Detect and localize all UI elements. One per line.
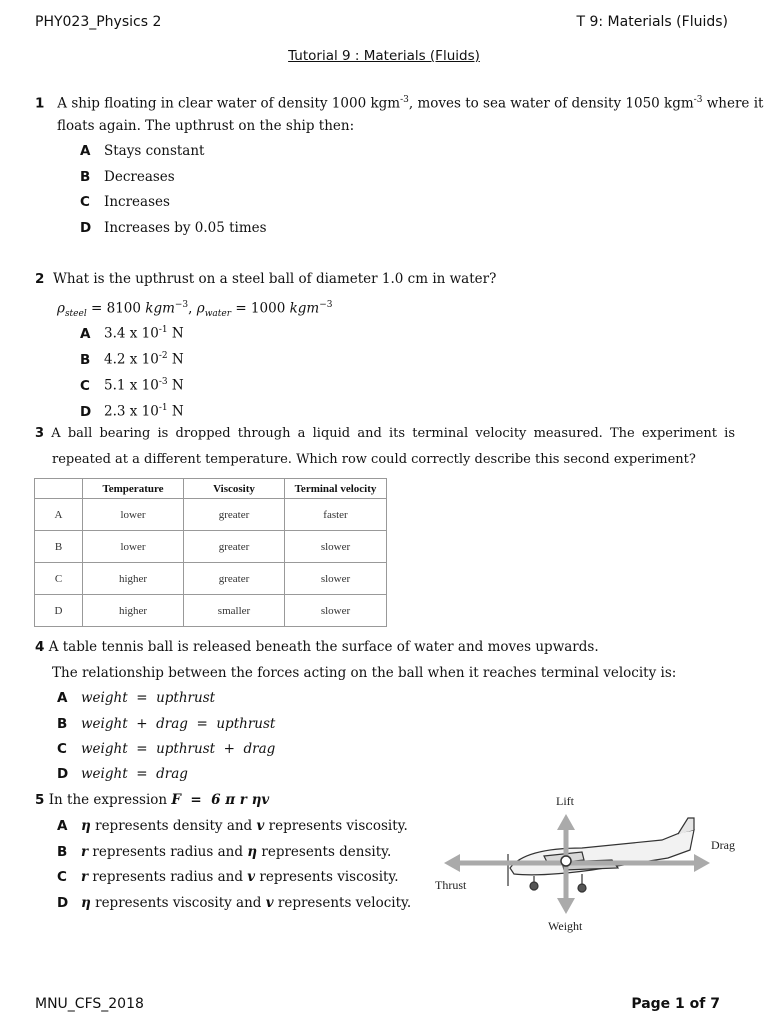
q1-option-text: Increases — [104, 194, 170, 210]
q5-option-text: represents velocity. — [273, 895, 412, 911]
q1-line2: floats again. The upthrust on the ship then: — [57, 118, 355, 134]
q5-symbol: r — [81, 869, 89, 885]
q3-line1 — [35, 425, 735, 443]
table-cell: greater — [184, 499, 285, 531]
q5-option-text: represents density. — [257, 844, 392, 860]
rho-steel-symbol: ρ — [57, 300, 65, 317]
q5-symbol: v — [265, 895, 274, 911]
q2-option-mantissa: 3.4 x 10 — [104, 325, 159, 342]
q1-option-letter: A — [80, 143, 91, 159]
q3-number: 3 — [35, 426, 45, 441]
footer-code: MNU_CFS_2018 — [35, 996, 144, 1012]
q4-option-text: weight = drag — [81, 766, 188, 782]
water-value: = 1000 — [231, 300, 290, 317]
q5-symbol: η — [81, 818, 91, 834]
steel-subscript: steel — [64, 309, 87, 320]
q2-option-mantissa: 2.3 x 10 — [104, 403, 159, 420]
q4-option — [57, 740, 275, 758]
q5-option-text: represents viscosity. — [255, 869, 399, 885]
q5-option — [57, 843, 391, 861]
q5-symbol: v — [256, 818, 265, 834]
q5-expression: F = 6 π r ηv — [171, 792, 270, 808]
q1-line1 — [35, 91, 763, 113]
q1-option-letter: D — [80, 220, 92, 236]
q5-option-text: represents radius and — [88, 844, 248, 860]
answer-table — [34, 478, 387, 627]
table-row — [35, 563, 387, 595]
table-row — [35, 499, 387, 531]
table-cell: slower — [285, 531, 387, 563]
table-cell: higher — [83, 595, 184, 627]
header-course: PHY023_Physics 2 — [35, 14, 162, 30]
q3-text: A ball bearing is dropped through a liquid and its terminal velocity measured. The experiment is — [51, 426, 735, 441]
q1-exp-2: -3 — [693, 95, 703, 105]
q1-exp-1: -3 — [400, 95, 409, 105]
q4-option — [57, 689, 215, 707]
water-unit: kgm — [289, 300, 320, 317]
table-cell: lower — [83, 499, 184, 531]
q4-number: 4 — [35, 639, 45, 655]
q4-option-letter: B — [57, 716, 68, 732]
q1-option — [80, 142, 204, 160]
q5-option-letter: B — [57, 844, 68, 860]
rho-water-symbol: ρ — [196, 300, 205, 317]
thrust-arrowhead — [444, 854, 460, 872]
q4-option-text: weight = upthrust + drag — [81, 741, 276, 757]
q1-option — [80, 168, 175, 186]
q5-option — [57, 894, 411, 912]
q4-option — [57, 715, 275, 733]
q2-option-unit: N — [167, 325, 184, 342]
table-row — [35, 595, 387, 627]
weight-arrowhead — [557, 898, 575, 914]
q2-option-letter: A — [80, 325, 91, 342]
aircraft-forces-svg — [432, 790, 752, 940]
q5-symbol: η — [81, 895, 91, 911]
q5-intro: In the expression — [48, 792, 172, 808]
table-cell: smaller — [184, 595, 285, 627]
density-separator: , — [188, 300, 197, 317]
q5-symbol: η — [247, 844, 258, 860]
q5-option-text: represents viscosity and — [90, 895, 266, 911]
table-cell: greater — [184, 531, 285, 563]
center-of-gravity-icon — [561, 856, 571, 866]
q2-option-unit: N — [167, 377, 184, 394]
q2-densities — [57, 296, 332, 323]
water-subscript: water — [204, 309, 232, 320]
q2-option-letter: C — [80, 377, 90, 394]
table-header-row — [35, 479, 387, 499]
q1-option-letter: C — [80, 194, 90, 210]
table-cell: higher — [83, 563, 184, 595]
table-cell: D — [35, 595, 83, 627]
q2-option-letter: D — [80, 403, 92, 420]
q1-number: 1 — [35, 95, 45, 112]
q2-option-exp: -2 — [158, 351, 168, 361]
table-header: Viscosity — [184, 479, 285, 499]
water-unit-exp: −3 — [319, 300, 333, 310]
q5-option — [57, 868, 399, 886]
q2-option — [80, 373, 184, 395]
q3-line2: repeated at a different temperature. Which row could correctly describe this second experiment? — [52, 452, 696, 467]
drag-arrowhead — [694, 854, 710, 872]
q5-line1 — [35, 791, 269, 809]
q1-text-a: A ship floating in clear water of density 1000 kgm — [57, 95, 401, 112]
q4-option — [57, 765, 188, 783]
steel-value: = 8100 — [86, 300, 146, 317]
page-title: Tutorial 9 : Materials (Fluids) — [288, 48, 480, 64]
q2-option — [80, 347, 184, 369]
table-cell: C — [35, 563, 83, 595]
steel-unit: kgm — [145, 300, 175, 317]
q1-option — [80, 193, 170, 211]
lift-arrowhead — [557, 814, 575, 830]
table-cell: A — [35, 499, 83, 531]
table-header — [35, 479, 83, 499]
q5-option — [57, 817, 408, 835]
aircraft-forces-diagram — [432, 790, 752, 940]
header-topic: T 9: Materials (Fluids) — [576, 14, 728, 30]
q2-option-mantissa: 5.1 x 10 — [104, 377, 159, 394]
q5-symbol: v — [247, 869, 256, 885]
q5-option-text: represents radius and — [88, 869, 248, 885]
q5-number: 5 — [35, 792, 45, 808]
q5-option-letter: D — [57, 895, 69, 911]
q4-option-letter: D — [57, 766, 69, 782]
q1-option-letter: B — [80, 169, 91, 185]
airplane-icon — [508, 818, 694, 892]
weight-label: Weight — [548, 919, 583, 933]
table-header: Temperature — [83, 479, 184, 499]
q2-option-unit: N — [167, 403, 184, 420]
q2-option — [80, 399, 184, 421]
table-cell: slower — [285, 563, 387, 595]
q2-option-mantissa: 4.2 x 10 — [104, 351, 159, 368]
q1-option-text: Stays constant — [104, 143, 205, 159]
q5-option-text: represents density and — [90, 818, 257, 834]
page-number: Page 1 of 7 — [631, 996, 720, 1012]
q2-line1 — [35, 270, 496, 288]
steel-unit-exp: −3 — [174, 300, 189, 310]
q5-symbol: r — [81, 844, 89, 860]
table-cell: faster — [285, 499, 387, 531]
q2-option-unit: N — [167, 351, 184, 368]
table-cell: slower — [285, 595, 387, 627]
q2-number: 2 — [35, 271, 45, 287]
q2-option-exp: -3 — [158, 377, 168, 387]
q4-option-letter: A — [57, 690, 68, 706]
q4-line2: The relationship between the forces acting on the ball when it reaches terminal velocity is: — [52, 665, 677, 681]
q5-option-letter: A — [57, 818, 68, 834]
table-cell: lower — [83, 531, 184, 563]
q5-option-letter: C — [57, 869, 67, 885]
lift-label: Lift — [556, 794, 574, 808]
q1-option-text: Decreases — [104, 169, 175, 185]
table-cell: greater — [184, 563, 285, 595]
thrust-label: Thrust — [435, 878, 467, 892]
q1-text-c: where it — [702, 95, 764, 112]
q2-option-letter: B — [80, 351, 91, 368]
q4-option-text: weight = upthrust — [81, 690, 216, 706]
q1-option — [80, 219, 267, 237]
q4-text: A table tennis ball is released beneath the surface of water and moves upwards. — [48, 639, 599, 655]
q1-text-b: , moves to sea water of density 1050 kgm — [408, 95, 694, 112]
q1-option-text: Increases by 0.05 times — [104, 220, 267, 236]
drag-label: Drag — [711, 838, 735, 852]
q4-option-letter: C — [57, 741, 67, 757]
q5-option-text: represents viscosity. — [264, 818, 408, 834]
q2-option-exp: -1 — [158, 325, 168, 335]
table-header: Terminal velocity — [285, 479, 387, 499]
q2-option — [80, 321, 184, 343]
table-row — [35, 531, 387, 563]
q4-line1 — [35, 638, 599, 656]
q2-text: What is the upthrust on a steel ball of diameter 1.0 cm in water? — [53, 271, 497, 287]
q2-option-exp: -1 — [158, 403, 168, 413]
q4-option-text: weight + drag = upthrust — [81, 716, 276, 732]
table-cell: B — [35, 531, 83, 563]
